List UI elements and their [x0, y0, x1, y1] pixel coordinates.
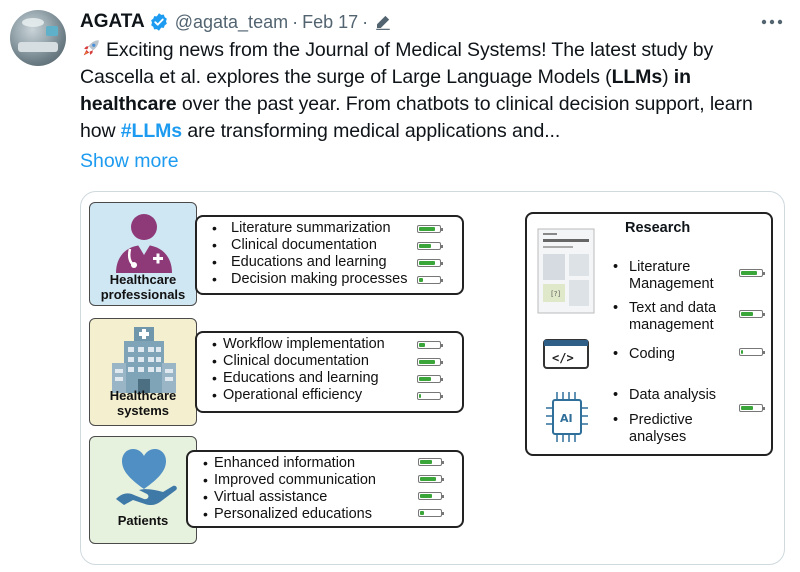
healthcare-systems-label: Healthcare systems [109, 388, 177, 418]
list-item: • Improved communication [188, 472, 462, 489]
research-item: • Predictive analyses [613, 412, 723, 446]
svg-text:[?]: [?] [551, 290, 561, 298]
svg-text:</>: </> [552, 351, 574, 365]
level-indicator [739, 404, 763, 412]
list-item: • Educations and learning [197, 370, 462, 387]
level-indicator [417, 259, 441, 267]
tweet-date[interactable]: Feb 17 [302, 11, 359, 32]
show-more-link[interactable]: Show more [80, 150, 179, 172]
tweet-text-part3: over the past year. From chatbots to clinical decision support, learn how [80, 93, 753, 142]
date-separator: · [362, 11, 369, 32]
research-box [525, 212, 773, 456]
level-indicator [417, 341, 441, 349]
tweet-header [80, 8, 392, 36]
tweet-text-part4: are transforming medical applications and... [182, 120, 561, 142]
healthcare-professionals-label: Healthcare professionals [100, 272, 186, 302]
more-options-icon[interactable] [758, 12, 786, 32]
tweet-text-part2: ) [662, 66, 674, 88]
tweet-text [80, 37, 790, 145]
list-item: • Personalized educations [188, 506, 462, 523]
level-indicator [418, 458, 442, 466]
research-item: • Text and data management [613, 300, 723, 334]
hashtag-link[interactable]: #LLMs [120, 120, 183, 142]
level-indicator [739, 310, 763, 318]
patients-tile [89, 436, 197, 544]
level-indicator [418, 475, 442, 483]
healthcare-professionals-tile [89, 202, 197, 306]
healthcare-professionals-list [195, 215, 464, 295]
level-indicator [418, 509, 442, 517]
author-name[interactable]: AGATA [80, 11, 145, 32]
svg-text:AI: AI [560, 412, 573, 425]
level-indicator [739, 348, 763, 356]
avatar-lamp [22, 18, 44, 27]
level-indicator [417, 225, 441, 233]
avatar[interactable] [10, 10, 66, 66]
research-item: • Coding [613, 346, 675, 363]
paper-icon [537, 228, 595, 314]
avatar-bed [18, 42, 58, 52]
list-item: • Enhanced information [188, 455, 462, 472]
heart-in-hand-icon [90, 441, 198, 513]
healthcare-systems-tile [89, 318, 197, 426]
doctor-icon [90, 205, 198, 275]
list-item: • Clinical documentation [197, 353, 462, 370]
level-indicator [417, 242, 441, 250]
list-item: • Workflow implementation [197, 336, 462, 353]
level-indicator [417, 375, 441, 383]
code-window-icon [543, 339, 589, 369]
list-item: • Educations and learning [197, 254, 462, 271]
research-title: Research [625, 220, 691, 236]
list-item: • Operational efficiency [197, 387, 462, 404]
list-item: • Decision making processes [197, 271, 462, 288]
ai-chip-icon [545, 390, 589, 444]
edited-pencil-icon[interactable] [374, 13, 392, 31]
tweet-text-part1: Exciting news from the Journal of Medical Systems! The latest study by Cascella et al. explores the surge of Large Language Models ( [80, 39, 714, 88]
level-indicator [418, 492, 442, 500]
tweet-bold-healthcare: in healthcare [80, 66, 691, 115]
patients-list [186, 450, 464, 528]
level-indicator [417, 358, 441, 366]
list-item: • Virtual assistance [188, 489, 462, 506]
level-indicator [417, 392, 441, 400]
research-item: • Literature Management [613, 259, 771, 293]
research-item: • Data analysis [613, 387, 716, 404]
list-item: • Literature summarization [197, 220, 462, 237]
verified-badge-icon[interactable] [149, 12, 169, 32]
level-indicator [417, 276, 441, 284]
author-handle[interactable]: @agata_team [174, 11, 289, 32]
list-item: • Clinical documentation [197, 237, 462, 254]
healthcare-systems-list [195, 331, 464, 413]
avatar-monitor [46, 26, 58, 36]
media-card[interactable] [80, 191, 785, 565]
level-indicator [739, 269, 763, 277]
hospital-icon [90, 321, 198, 393]
header-separator: · [292, 11, 299, 32]
tweet-bold-llms: LLMs [611, 66, 663, 88]
rocket-emoji-icon [80, 37, 102, 59]
patients-label: Patients [117, 513, 169, 528]
